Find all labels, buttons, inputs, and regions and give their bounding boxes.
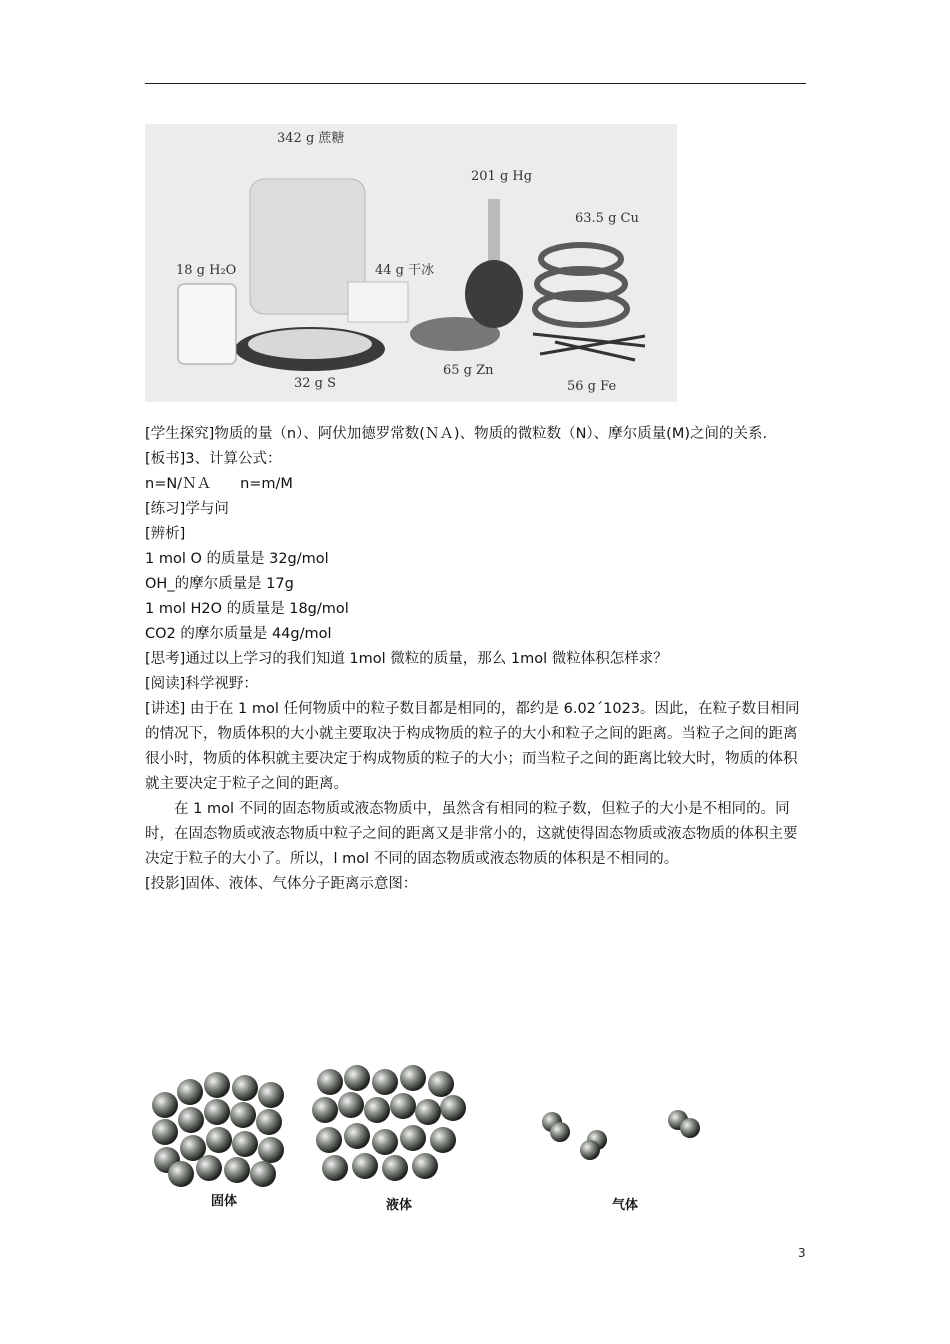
paragraph-student-inquiry: [学生探究]物质的量（n）、阿伏加德罗常数(ＮＡ)、物质的微粒数（N）、摩尔质量(M)之间的关系. [145, 426, 768, 442]
label-water: 18 g H₂O [176, 263, 237, 278]
page-number: 3 [798, 1246, 806, 1260]
paragraph-formula: n=N/ＮＡ n=m/M [145, 476, 293, 492]
solid-particles [152, 1072, 284, 1187]
gas-label: 气体 [612, 1198, 639, 1213]
lesson-text [145, 422, 809, 897]
liquid-label: 液体 [386, 1198, 413, 1213]
paragraph-thinking: [思考]通过以上学习的我们知道 1mol 微粒的质量，那么 1mol 微粒体积怎样求？ [145, 651, 668, 667]
label-iron: 56 g Fe [567, 379, 617, 394]
gas-particles [542, 1110, 700, 1160]
header-rule [145, 83, 806, 84]
label-dry-ice: 44 g 干冰 [375, 263, 435, 278]
paragraph-item-2: OH_的摩尔质量是 17g [145, 576, 294, 592]
label-mercury: 201 g Hg [471, 169, 533, 184]
solid-label: 固体 [211, 1194, 238, 1209]
label-copper: 63.5 g Cu [575, 211, 639, 226]
paragraph-item-3: 1 mol H2O 的质量是 18g/mol [145, 601, 349, 617]
paragraph-lecture: [讲述] 由于在 1 mol 任何物质中的粒子数目都是相同的，都约是 6.02´1023。因此，在粒子数目相同的情况下，物质体积的大小就主要取决于构成物质的粒子的大小和粒子之间的距离。当粒子之间的距离很小时，物质的体积就主要决定于构成物质的粒子的大小；而当粒子之间的距离比较大时，物质的体积就主要决定于粒子之间的距离。 [145, 701, 800, 792]
label-sucrose: 342 g 蔗糖 [277, 131, 345, 146]
paragraph-projection: [投影]固体、液体、气体分子距离示意图： [145, 876, 418, 892]
liquid-particles [312, 1065, 466, 1181]
molecular-distance-diagram [145, 1060, 745, 1220]
paragraph-practice: [练习]学与问 [145, 501, 229, 517]
molar-mass-samples-photo [145, 124, 677, 402]
paragraph-blackboard: [板书]3、计算公式： [145, 451, 282, 467]
paragraph-reading: [阅读]科学视野： [145, 676, 258, 692]
paragraph-explanation: 在 1 mol 不同的固态物质或液态物质中，虽然含有相同的粒子数，但粒子的大小是不相同的。同时，在固态物质或液态物质中粒子之间的距离又是非常小的，这就使得固态物质或液态物质的体积主要决定于粒子的大小了。所以，l mol 不同的固态物质或液态物质的体积是不相同的。 [145, 801, 798, 867]
label-sulfur: 32 g S [294, 376, 337, 391]
label-zinc: 65 g Zn [443, 363, 494, 378]
paragraph-discrimination: [辨析] [145, 526, 186, 542]
paragraph-item-4: CO2 的摩尔质量是 44g/mol [145, 626, 332, 642]
paragraph-item-1: 1 mol O 的质量是 32g/mol [145, 551, 329, 567]
